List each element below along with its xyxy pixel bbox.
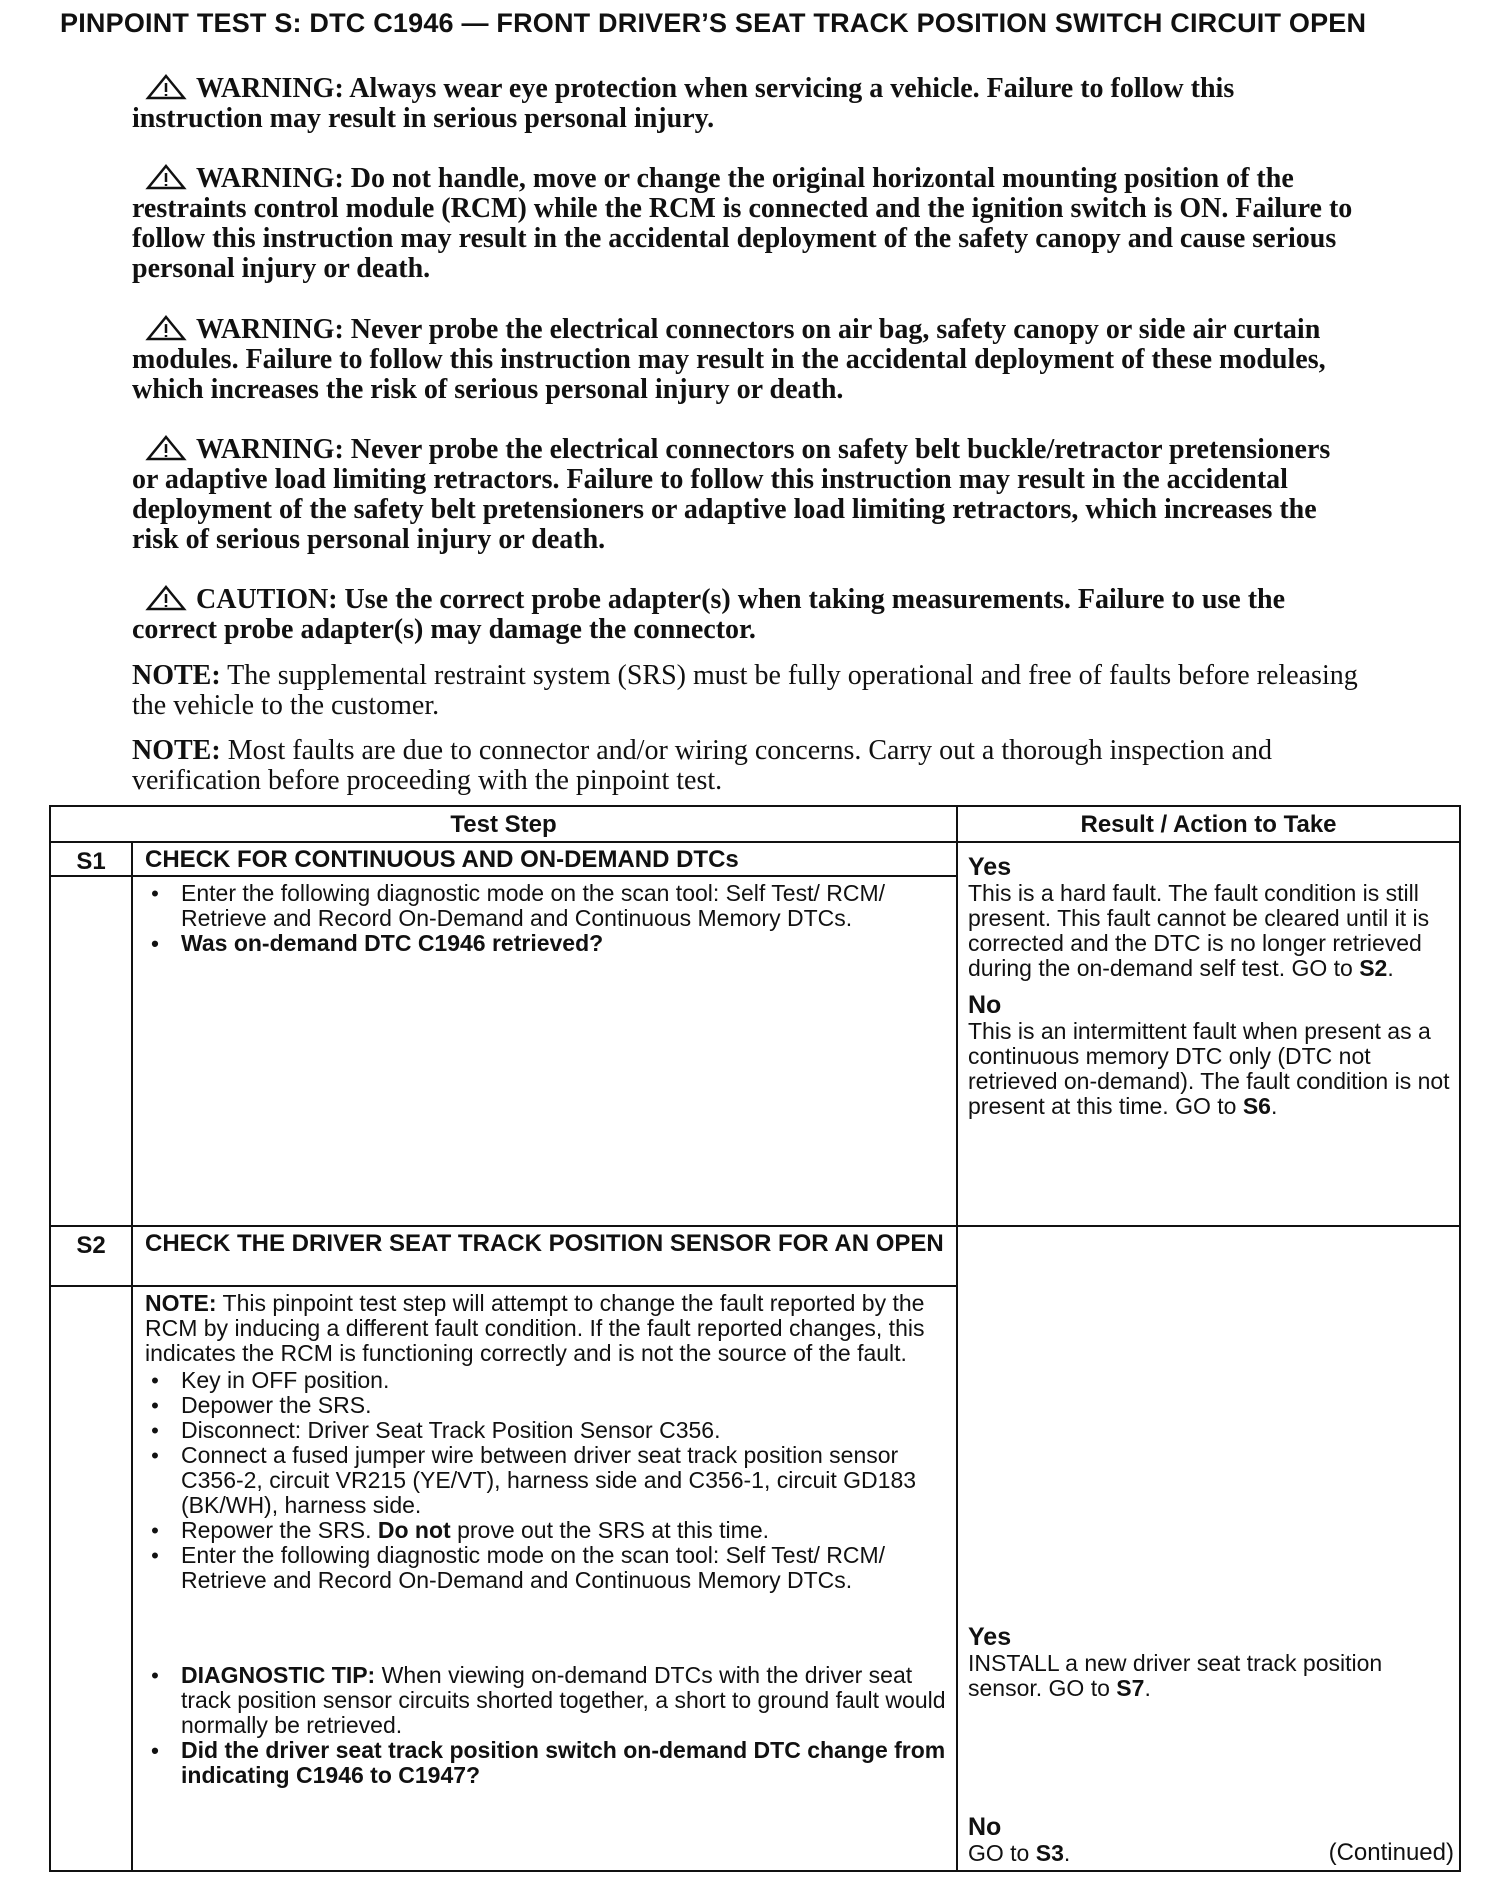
warning-text: WARNING: Always wear eye protection when servicing a vehicle. Failure to follow this instruction may result in serious personal injury. bbox=[132, 73, 1235, 134]
step-question: • Did the driver seat track position switch on-demand DTC change from indicating C1946 to C1947? bbox=[181, 1738, 946, 1788]
warning-triangle-icon bbox=[144, 435, 188, 461]
warning-air-bag-connectors bbox=[132, 315, 1362, 405]
step-instruction: • Disconnect: Driver Seat Track Position Sensor C356. bbox=[181, 1418, 946, 1443]
note-text: Most faults are due to connector and/or wiring concerns. Carry out a thorough inspection and verification before proceeding with the pinpoint test. bbox=[132, 735, 1272, 796]
no-label: No bbox=[968, 1813, 1002, 1841]
tip-text: When viewing on-demand DTCs with the driver seat track position sensor circuits shorted together, a short to ground fault would normally be retrieved. bbox=[181, 1662, 946, 1739]
goto-step: S7 bbox=[1116, 1675, 1145, 1701]
step-instruction: • Enter the following diagnostic mode on the scan tool: Self Test/ RCM/ Retrieve and Record On-Demand and Continuous Memory DTCs. bbox=[181, 881, 946, 931]
warning-text: WARNING: Never probe the electrical connectors on safety belt buckle/retractor pretensioners or adaptive load limiting retractors. Failure to follow this instruction may result in the accidental deployment of the safety belt pretensioners or adaptive load limiting retractors, which increases the risk of serious personal injury or death. bbox=[132, 434, 1331, 555]
yes-action: This is a hard fault. The fault condition is still present. This fault cannot be cleared until it is corrected and the DTC is no longer retrieved during the on-demand self test. GO to S2. bbox=[968, 880, 1430, 981]
note-label: NOTE: bbox=[145, 1290, 217, 1317]
no-label: No bbox=[968, 991, 1002, 1019]
step-body bbox=[132, 876, 957, 1226]
warning-triangle-icon bbox=[144, 74, 188, 100]
note-label: NOTE: bbox=[132, 735, 221, 766]
step-s2-results bbox=[957, 1226, 1460, 1871]
step-id: S2 bbox=[50, 1226, 132, 1286]
warning-rcm-mounting bbox=[132, 164, 1362, 284]
diagnostic-tip bbox=[181, 1663, 946, 1738]
step-instruction: • Key in OFF position. bbox=[181, 1368, 946, 1393]
page-title: PINPOINT TEST S: DTC C1946 — FRONT DRIVER’S SEAT TRACK POSITION SWITCH CIRCUIT OPEN bbox=[60, 8, 1367, 38]
step-instruction: • Depower the SRS. bbox=[181, 1393, 946, 1418]
step-heading: CHECK FOR CONTINUOUS AND ON-DEMAND DTCs bbox=[132, 842, 957, 876]
pinpoint-test-table bbox=[49, 805, 1461, 1872]
step-id-spacer bbox=[50, 876, 132, 1226]
no-action: This is an intermittent fault when present as a continuous memory DTC only (DTC not retrieved on-demand). The fault condition is not present at this time. GO to S6. bbox=[968, 1018, 1450, 1119]
goto-step: S2 bbox=[1359, 955, 1388, 981]
warning-text: WARNING: Never probe the electrical connectors on air bag, safety canopy or side air curtain modules. Failure to follow this instruction may result in the accidental deployment of these modules, which increases the risk of serious personal injury or death. bbox=[132, 314, 1326, 405]
step-body bbox=[132, 1286, 957, 1871]
goto-step: S3 bbox=[1035, 1840, 1064, 1866]
tip-label: DIAGNOSTIC TIP: bbox=[181, 1662, 376, 1689]
step-instruction: • Enter the following diagnostic mode on the scan tool: Self Test/ RCM/ Retrieve and Record On-Demand and Continuous Memory DTCs. bbox=[181, 1543, 946, 1593]
step-instruction: • Connect a fused jumper wire between driver seat track position sensor C356-2, circuit VR215 (YE/VT), harness side and C356-1, circuit GD183 (BK/WH), harness side. bbox=[181, 1443, 946, 1518]
step-s2-heading-row bbox=[50, 1226, 1460, 1286]
note-label: NOTE: bbox=[132, 660, 221, 691]
step-note bbox=[145, 1291, 946, 1366]
warning-text: WARNING: Do not handle, move or change the original horizontal mounting position of the restraints control module (RCM) while the RCM is connected and the ignition switch is ON. Failure to follow this instruction may result in the accidental deployment of the safety canopy and cause serious personal injury or death. bbox=[132, 163, 1353, 284]
note-srs-operational bbox=[132, 661, 1362, 721]
table-header-row bbox=[50, 806, 1460, 842]
header-test-step: Test Step bbox=[50, 806, 957, 842]
note-connector-concerns bbox=[132, 736, 1362, 796]
warning-eye-protection bbox=[132, 74, 1362, 134]
no-action: GO to S3. bbox=[968, 1840, 1071, 1866]
caution-probe-adapters bbox=[132, 585, 1362, 645]
yes-label: Yes bbox=[968, 1623, 1012, 1651]
step-id: S1 bbox=[50, 842, 132, 876]
step-id-spacer bbox=[50, 1286, 132, 1871]
warning-pretensioners bbox=[132, 435, 1362, 555]
step-heading: CHECK THE DRIVER SEAT TRACK POSITION SENSOR FOR AN OPEN bbox=[132, 1226, 957, 1286]
yes-label: Yes bbox=[968, 853, 1012, 881]
step-s1-heading-row bbox=[50, 842, 1460, 876]
step-question: • Was on-demand DTC C1946 retrieved? bbox=[181, 931, 946, 956]
warning-triangle-icon bbox=[144, 164, 188, 190]
warning-triangle-icon bbox=[144, 585, 188, 611]
step-instruction: • Repower the SRS. Do not prove out the SRS at this time. bbox=[181, 1518, 946, 1543]
continued-label: (Continued) bbox=[1328, 1839, 1454, 1866]
warning-triangle-icon bbox=[144, 315, 188, 341]
caution-text: CAUTION: Use the correct probe adapter(s) when taking measurements. Failure to use the correct probe adapter(s) may damage the connector. bbox=[132, 584, 1286, 645]
header-result-action: Result / Action to Take bbox=[957, 806, 1460, 842]
goto-step: S6 bbox=[1242, 1093, 1271, 1119]
note-text: This pinpoint test step will attempt to change the fault reported by the RCM by inducing a different fault condition. If the fault reported changes, this indicates the RCM is functioning correctly and is not the source of the fault. bbox=[145, 1290, 925, 1367]
note-text: The supplemental restraint system (SRS) must be fully operational and free of faults before releasing the vehicle to the customer. bbox=[132, 660, 1358, 721]
step-s1-results bbox=[957, 842, 1460, 1226]
yes-action: INSTALL a new driver seat track position sensor. GO to S7. bbox=[968, 1650, 1383, 1701]
